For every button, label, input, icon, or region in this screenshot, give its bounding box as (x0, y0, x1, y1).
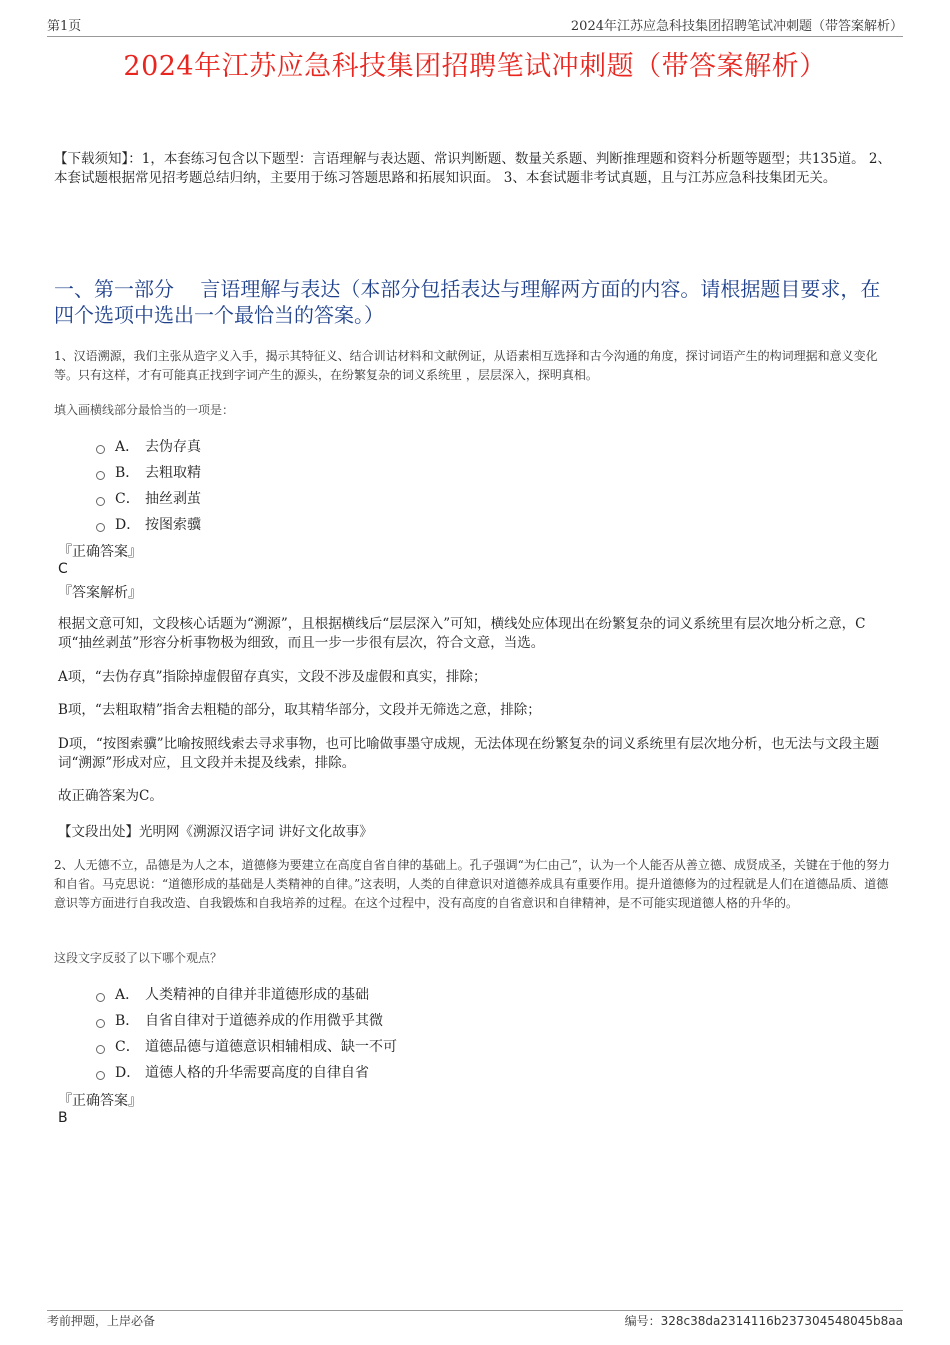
page-footer (47, 1310, 903, 1329)
header-doc-title: 2024年江苏应急科技集团招聘笔试冲刺题（带答案解析） (570, 19, 903, 34)
radio-icon[interactable] (96, 1045, 105, 1054)
question-2-prompt: 这段文字反驳了以下哪个观点？ (54, 951, 223, 965)
analysis-paragraph: D项，“按图索骥”比喻按照线索去寻求事物，也可比喻做事墨守成规，无法体现在纷繁复杂的词义系统里有层次地分析，也无法与文段主题词“溯源”形成对应，且文段并未提及线索，排除。 (58, 736, 880, 771)
radio-icon[interactable] (96, 1071, 105, 1080)
radio-icon[interactable] (96, 471, 105, 480)
answer-value: B (58, 1110, 68, 1126)
radio-icon[interactable] (96, 1019, 105, 1028)
question-1-prompt: 填入画横线部分最恰当的一项是： (54, 403, 235, 417)
option-b[interactable]: B． 去粗取精 (96, 459, 201, 485)
download-notice: 【下载须知】：1，本套练习包含以下题型：言语理解与表达题、常识判断题、数量关系题、判断推理题和资料分析题等题型；共135道。 2、本套试题根据常见招考题总结归纳，主要用于练习答题思路和拓展知识面。 3、本套试题非考试真题，且与江苏应急科技集团无关。 (54, 151, 891, 186)
option-c[interactable]: C． 道德品德与道德意识相辅相成、缺一不可 (96, 1033, 397, 1059)
option-d[interactable]: D． 按图索骥 (96, 511, 201, 537)
option-a[interactable]: A． 去伪存真 (96, 433, 201, 459)
option-a[interactable]: A． 人类精神的自律并非道德形成的基础 (96, 981, 397, 1007)
footer-code: 编号：328c38da2314116b237304548045b8aa (624, 1314, 903, 1328)
page-number: 第1页 (47, 19, 82, 34)
radio-icon[interactable] (96, 993, 105, 1002)
answer-label: 『正确答案』 (58, 544, 142, 560)
question-1-text: 1、汉语溯源，我们主张从造字义入手，揭示其特征义、结合训诂材料和文献例证，从语素相互选择和古今沟通的角度，探讨词语产生的构词理据和意义变化等。只有这样，才有可能真正找到字词产生的源头，在纷繁复杂的词义系统里 ，层层深入，探明真相。 (54, 349, 878, 382)
analysis-paragraph: B项，“去粗取精”指舍去粗糙的部分，取其精华部分，文段并无筛选之意，排除； (58, 702, 541, 718)
analysis-label: 『答案解析』 (58, 585, 142, 601)
section-title: 一、第一部分 言语理解与表达（本部分包括表达与理解两方面的内容。请根据题目要求，在四个选项中选出一个最恰当的答案。） (54, 277, 881, 327)
text-source: 【文段出处】光明网《溯源汉语字词 讲好文化故事》 (58, 824, 373, 840)
analysis-conclusion: 故正确答案为C。 (58, 788, 163, 804)
analysis-paragraph: A项，“去伪存真”指除掉虚假留存真实，文段不涉及虚假和真实，排除； (58, 669, 487, 685)
analysis-paragraph: 根据文意可知，文段核心话题为“溯源”，且根据横线后“层层深入”可知，横线处应体现出在纷繁复杂的词义系统里有层次地分析之意，C项“抽丝剥茧”形容分析事物极为细致，而且一步一步很有层次，符合文意，当选。 (58, 616, 866, 651)
footer-slogan: 考前押题，上岸必备 (47, 1314, 156, 1328)
question-1-options (96, 433, 201, 537)
option-c[interactable]: C． 抽丝剥茧 (96, 485, 201, 511)
question-2-options (96, 981, 397, 1085)
document-title: 2024年江苏应急科技集团招聘笔试冲刺题（带答案解析） (123, 51, 827, 82)
option-b[interactable]: B． 自省自律对于道德养成的作用微乎其微 (96, 1007, 397, 1033)
radio-icon[interactable] (96, 445, 105, 454)
page-header (47, 14, 903, 37)
option-d[interactable]: D． 道德人格的升华需要高度的自律自省 (96, 1059, 397, 1085)
radio-icon[interactable] (96, 497, 105, 506)
answer-label: 『正确答案』 (58, 1093, 142, 1109)
answer-value: C (58, 561, 68, 577)
question-2-text: 2、人无德不立，品德是为人之本，道德修为要建立在高度自省自律的基础上。孔子强调“为仁由己”，认为一个人能否从善立德、成贤成圣，关键在于他的努力和自省。马克思说：“道德形成的基础是人类精神的自律。”这表明，人类的自律意识对道德养成具有重要作用。提升道德修为的过程就是人们在道德品质、道德意识等方面进行自我改造、自我锻炼和自我培养的过程。在这个过程中，没有高度的自省意识和自律精神，是不可能实现道德人格的升华的。 (54, 858, 890, 910)
radio-icon[interactable] (96, 523, 105, 532)
